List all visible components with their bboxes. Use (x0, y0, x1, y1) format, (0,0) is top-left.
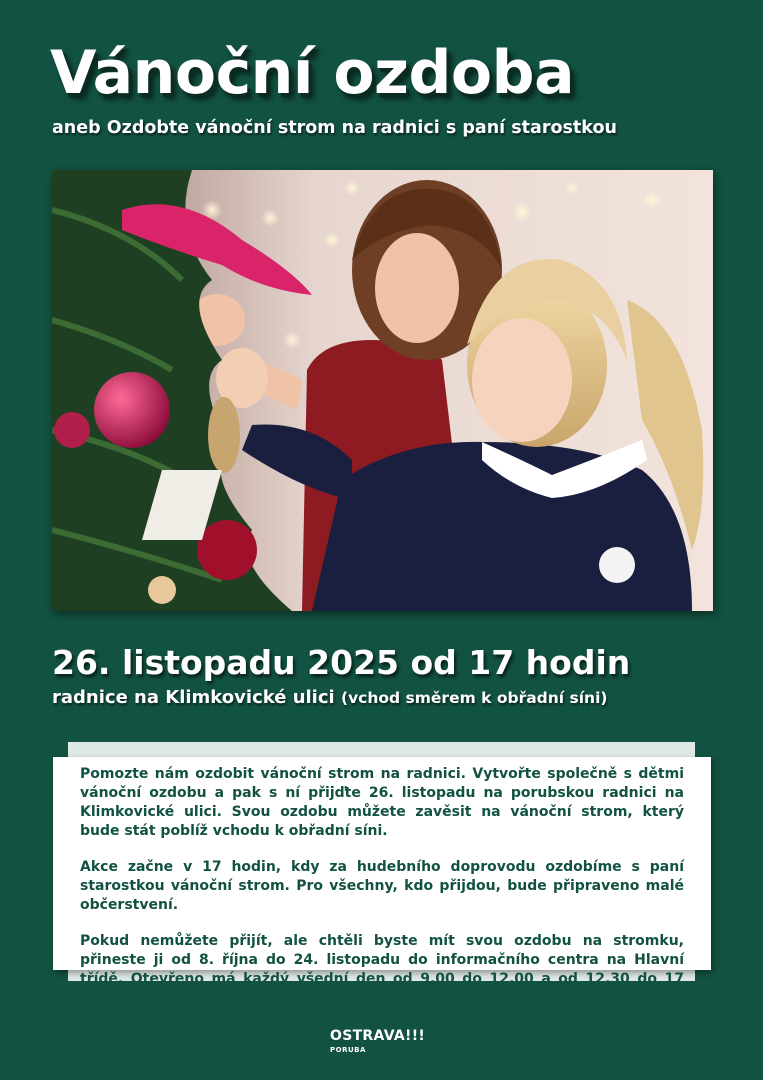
info-paragraph: Pomozte nám ozdobit vánoční strom na radnici. Vytvořte společně s dětmi vánoční ozdobu a pak s ní přijďte 26. listopadu na porubskou radnici na Klimkovické ulici. Svou ozdobu můžete zavěsit na vánoční strom, který bude stát poblíž vchodu k obřadní síni. (80, 766, 684, 839)
place-main: radnice na Klimkovické ulici (52, 687, 335, 708)
ostrava-poruba-logo (330, 1028, 425, 1054)
event-place (52, 687, 608, 708)
event-date: 26. listopadu 2025 od 17 hodin (52, 643, 631, 682)
place-note: (vchod směrem k obřadní síni) (340, 689, 608, 707)
info-paragraph: Pokud nemůžete přijít, ale chtěli byste mít svou ozdobu na stromku, přineste ji od 8. října do 24. listopadu do informačního centra na Hlavní třídě. Otevřeno má každý všední den od 9.00 do 12.00 a od 12.30 do 17 hodin. (80, 933, 684, 1006)
logo-sub: PORUBA (330, 1046, 366, 1054)
poster-subtitle: aneb Ozdobte vánoční strom na radnici s paní starostkou (52, 118, 617, 138)
info-card (53, 757, 711, 1006)
info-paragraph: Akce začne v 17 hodin, kdy za hudebního doprovodu ozdobíme s paní starostkou vánoční strom. Pro všechny, kdo přijdou, bude připraveno malé občerstvení. (80, 859, 684, 913)
logo-main: OSTRAVA!!! (330, 1028, 426, 1044)
event-photo (52, 170, 713, 611)
poster-title: Vánoční ozdoba (50, 38, 575, 108)
